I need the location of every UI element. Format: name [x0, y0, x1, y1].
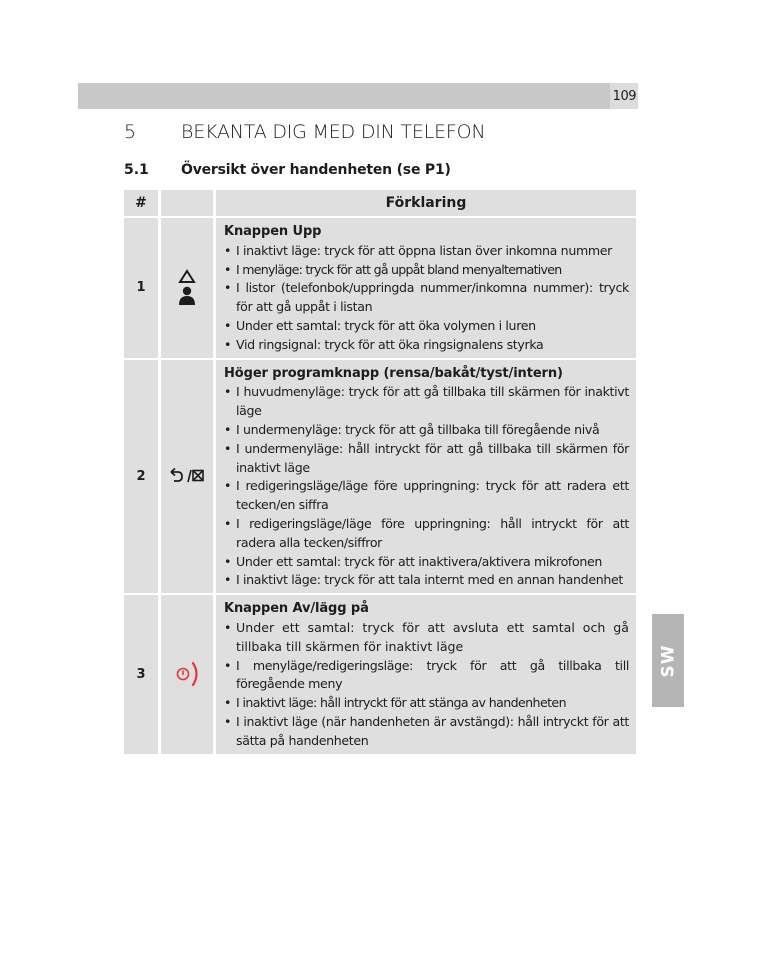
list-item: • I inaktivt läge: tryck för att öppna listan över inkomna nummer [224, 242, 629, 261]
language-tab-label: SW [658, 644, 678, 677]
list-item: • I inaktivt läge: tryck för att tala internt med en annan handenhet [224, 571, 629, 590]
list-item: • I redigeringsläge/läge före uppringning: tryck för att radera ett tecken/en siffra [224, 477, 629, 515]
list-item: • I undermenyläge: tryck för att gå tillbaka till föregående nivå [224, 421, 629, 440]
row-number: 2 [124, 360, 158, 594]
up-contact-icon [161, 269, 213, 307]
list-item: • Under ett samtal: tryck för att öka volymen i luren [224, 317, 629, 336]
table-row [124, 360, 636, 594]
row-number: 1 [124, 218, 158, 358]
list-item: • I menyläge/redigeringsläge: tryck för att gå tillbaka till föregående meny [224, 657, 629, 695]
section-title: Översikt över handenheten (se P1) [181, 162, 451, 178]
list-item: • I huvudmenyläge: tryck för att gå tillbaka till skärmen för inaktivt läge [224, 383, 629, 421]
row-title: Knappen Upp [224, 224, 322, 239]
list-item: • Under ett samtal: tryck för att inaktivera/aktivera mikrofonen [224, 553, 629, 572]
list-item: • I menyläge: tryck för att gå uppåt bland menyalternativen [224, 261, 629, 280]
list-item: • I inaktivt läge (när handenheten är avstängd): håll intryckt för att sätta på handenheten [224, 713, 629, 751]
language-tab [652, 614, 684, 707]
list-item: • I inaktivt läge: håll intryckt för att stänga av handenheten [224, 694, 629, 713]
back-mute-icon [161, 467, 213, 485]
chapter-title: BEKANTA DIG MED DIN TELEFON [181, 121, 486, 143]
header-bar [78, 83, 610, 109]
header-number: # [124, 190, 158, 216]
power-end-call-icon [161, 661, 213, 687]
chapter-number: 5 [124, 121, 137, 143]
list-item: • Vid ringsignal: tryck för att öka ringsignalens styrka [224, 336, 629, 355]
row-title: Höger programknapp (rensa/bakåt/tyst/intern) [224, 365, 563, 381]
list-item: • Under ett samtal: tryck för att avsluta ett samtal och gå tillbaka till skärmen för inaktivt läge [224, 619, 629, 657]
header-icon [161, 190, 213, 216]
table-row [124, 595, 636, 753]
header-explanation: Förklaring [216, 190, 636, 216]
handset-overview-table [121, 188, 639, 756]
section-number: 5.1 [124, 162, 149, 178]
table-row [124, 218, 636, 358]
list-item: • I listor (telefonbok/uppringda nummer/inkomna nummer): tryck för att gå uppåt i listan [224, 279, 629, 317]
list-item: • I undermenyläge: håll intryckt för att gå tillbaka till skärmen för inaktivt läge [224, 440, 629, 478]
page-number: 109 [610, 83, 638, 109]
table-header-row [124, 190, 636, 216]
row-number: 3 [124, 595, 158, 753]
row-title: Knappen Av/lägg på [224, 601, 369, 617]
list-item: • I redigeringsläge/läge före uppringning: håll intryckt för att radera alla tecken/siffror [224, 515, 629, 553]
